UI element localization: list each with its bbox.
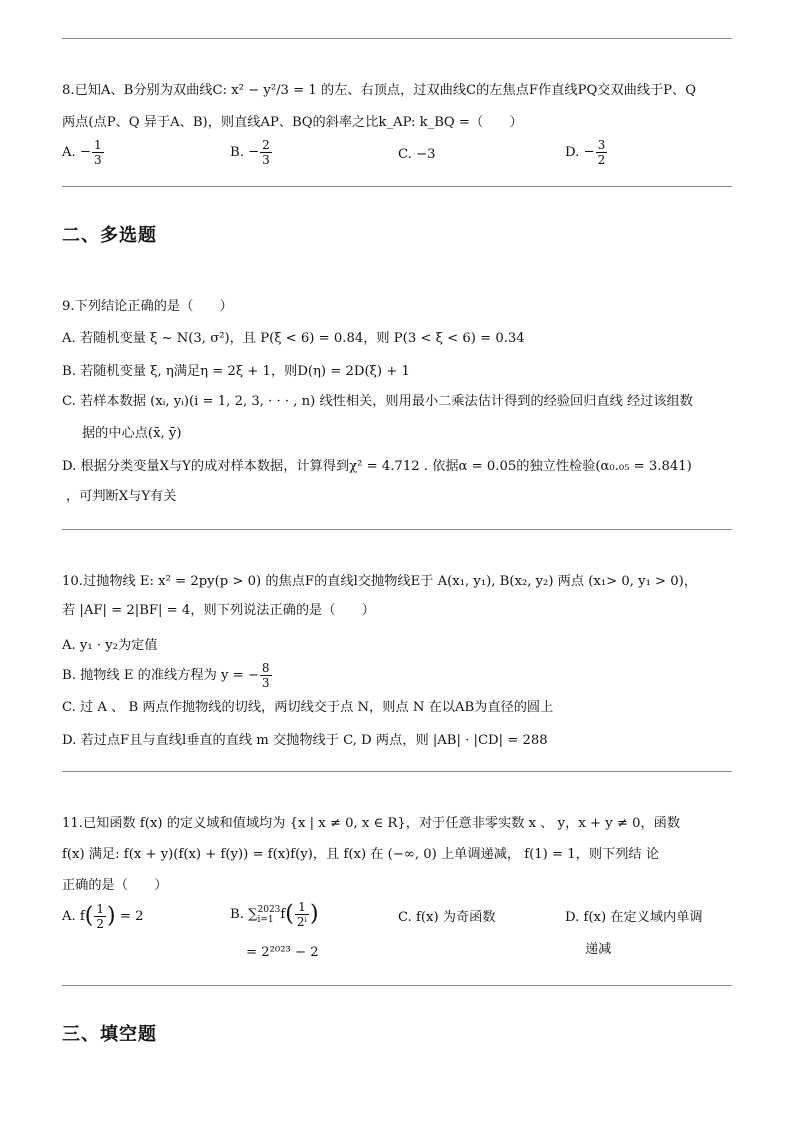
q11-stem-line3: 正确的是（ ） — [62, 878, 168, 893]
q10-option-c: C. 过 A 、 B 两点作抛物线的切线，两切线交于点 N，则点 N 在以AB为直径的圆上 — [62, 700, 554, 715]
q8-stem-line2: 两点(点P、Q 异于A、B)，则直线AP、BQ的斜率之比k_AP: k_BQ =（ ） — [62, 115, 523, 130]
q8-option-a: A. − $\frac{1}{3}$ — [62, 138, 102, 167]
q10-stem-line2: 若 |AF| = 2|BF| = 4，则下列说法正确的是（ ） — [62, 603, 375, 618]
divider — [62, 38, 732, 39]
divider — [62, 985, 732, 986]
q9-option-a: A. 若随机变量 ξ ~ N(3, σ²)，且 P(ξ < 6) = 0.84，则 P(3 < ξ < 6) = 0.34 — [62, 331, 525, 346]
q11-option-d-line1: D. f(x) 在定义域内单调 — [565, 910, 703, 925]
q10-option-d: D. 若过点F且与直线l垂直的直线 m 交抛物线于 C, D 两点，则 |AB| · |CD| = 288 — [62, 733, 548, 748]
q11-stem-line2: f(x) 满足: f(x + y)(f(x) + f(y)) = f(x)f(y)，且 f(x) 在 (−∞, 0) 上单调递减， f(1) = 1，则下列结 论 — [62, 847, 659, 862]
q11-option-d-line2: 递减 — [585, 942, 612, 957]
q10-option-b: B. 抛物线 E 的准线方程为 y = − $\frac{8}{3}$ — [62, 661, 270, 690]
q11-stem-line1: 11.已知函数 f(x) 的定义域和值域均为 {x | x ≠ 0, x ∈ R}，对于任意非零实数 x 、 y，x + y ≠ 0，函数 — [62, 816, 681, 831]
q8-option-b: B. − $\frac{2}{3}$ — [230, 138, 270, 167]
section-title-fill-in: 三、填空题 — [62, 1024, 157, 1045]
q9-option-d-line2: ，可判断X与Y有关 — [66, 489, 177, 504]
q11-option-c: C. f(x) 为奇函数 — [398, 910, 496, 925]
q9-option-d-line1: D. 根据分类变量X与Y的成对样本数据，计算得到χ² = 4.712 . 依据α = 0.05的独立性检验(α₀.₀₅ = 3.841) — [62, 459, 692, 474]
q9-option-c-line1: C. 若样本数据 (xᵢ, yᵢ)(i = 1, 2, 3, · · · , n) 线性相关，则用最小二乘法估计得到的经验回归直线 经过该组数 — [62, 394, 693, 409]
q9-option-c-line2: 据的中心点(x̄, ȳ) — [82, 426, 182, 441]
q11-option-b-line2: = 2²⁰²³ − 2 — [246, 945, 319, 960]
q8-option-c: C. −3 — [398, 147, 436, 162]
divider — [62, 186, 732, 187]
q10-option-a: A. y₁ · y₂为定值 — [62, 638, 158, 653]
divider — [62, 529, 732, 530]
q10-stem-line1: 10.过抛物线 E: x² = 2py(p > 0) 的焦点F的直线l交抛物线E于 A(x₁, y₁), B(x₂, y₂) 两点 (x₁> 0, y₁ > 0)， — [62, 574, 698, 589]
q11-option-b: B. ∑ 2023 i=1 f( $\frac{1}{\text{2ⁱ}}$ ) — [230, 900, 319, 929]
q8-option-d: D. − $\frac{3}{2}$ — [565, 138, 606, 167]
divider — [62, 771, 732, 772]
q11-option-a: A. f( $\frac{1}{2}$ ) = 2 — [62, 902, 144, 931]
q8-stem-line1: 8.已知A、B分别为双曲线C: x² − y²/3 = 1 的左、右顶点，过双曲线C的左焦点F作直线PQ交双曲线于P、Q — [62, 83, 697, 98]
q9-stem: 9.下列结论正确的是（ ） — [62, 299, 233, 314]
q9-option-b: B. 若随机变量 ξ, η满足η = 2ξ + 1，则D(η) = 2D(ξ) + 1 — [62, 364, 410, 379]
section-title-multiple-choice: 二、多选题 — [62, 225, 157, 246]
